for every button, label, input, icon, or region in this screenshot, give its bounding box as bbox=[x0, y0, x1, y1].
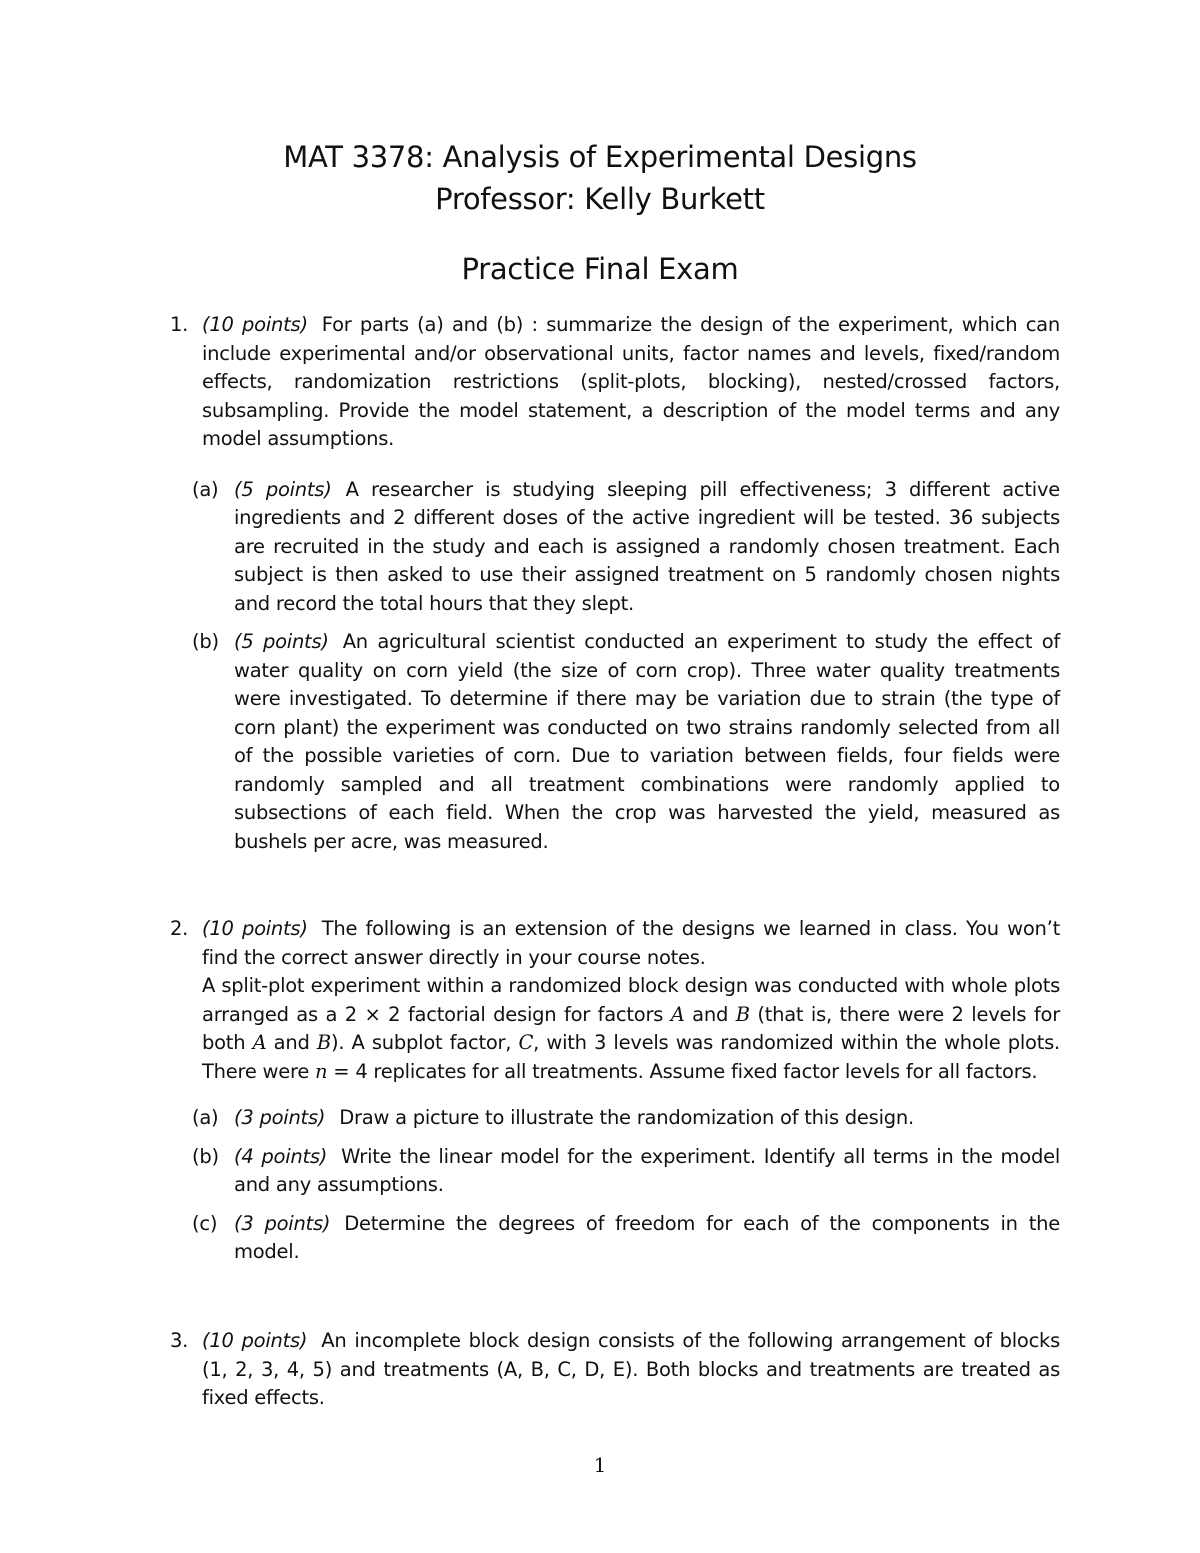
question-part bbox=[192, 628, 1060, 856]
question-number: 3. bbox=[170, 1329, 189, 1352]
question-prompt: An incomplete block design consists of the following arrangement of blocks (1, 2, 3, 4, 5) and treatments (A, B, C, D, E). Both blocks and treatments are treated as fixed effects. bbox=[202, 1329, 1060, 1409]
factor-b: B bbox=[735, 1002, 750, 1026]
question-1 bbox=[170, 311, 1060, 856]
points-label: (10 points) bbox=[202, 1329, 308, 1352]
points-label: (4 points) bbox=[234, 1144, 328, 1168]
design-description: A split-plot experiment within a randomized block design was conducted with whole plots arranged as a 2 × 2 factorial design for factors A and B (that is, there were 2 levels for both A and B). A subplot factor, C, with 3 levels was randomized within the whole plots. There were n = 4 replicates for all treatments. Assume fixed factor levels for all factors. bbox=[202, 974, 1060, 1083]
title-block bbox=[0, 136, 1200, 220]
question-number: 1. bbox=[170, 313, 189, 336]
exam-title: Practice Final Exam bbox=[461, 252, 739, 286]
points-label: (3 points) bbox=[234, 1211, 331, 1235]
points-label: (3 points) bbox=[234, 1106, 326, 1129]
factor-a: A bbox=[670, 1002, 685, 1026]
page-number: 1 bbox=[593, 1453, 607, 1477]
part-text: Write the linear model for the experiment. Identify all terms in the model and any assumptions. bbox=[234, 1144, 1060, 1196]
factor-b: B bbox=[316, 1031, 331, 1054]
part-label: (b) bbox=[192, 630, 219, 653]
replicates-symbol: n bbox=[315, 1059, 328, 1083]
course-title: MAT 3378: Analysis of Experimental Designs bbox=[283, 140, 917, 174]
question-prompt: For parts (a) and (b) : summarize the design of the experiment, which can include experimental and/or observational units, factor names and levels, fixed/random effects, randomization restrictions (split-plots, blocking), nested/crossed factors, subsampling. Provide the model statement, a description of the model terms and any model assumptions. bbox=[202, 313, 1060, 450]
part-text: An agricultural scientist conducted an experiment to study the effect of water quality on corn yield (the size of corn crop). Three water quality treatments were investigated. To determine if there may be variation due to strain (the type of corn plant) the experiment was conducted on two strains randomly selected from all of the possible varieties of corn. Due to variation between fields, four fields were randomly sampled and all treatment combinations were randomly applied to subsections of each field. When the crop was harvested the yield, measured as bushels per acre, was measured. bbox=[234, 630, 1060, 853]
question-part bbox=[192, 476, 1060, 619]
part-label: (a) bbox=[192, 477, 219, 501]
question-text bbox=[202, 1327, 1060, 1413]
question-part bbox=[192, 1210, 1060, 1267]
part-label: (a) bbox=[192, 1106, 219, 1129]
part-text: Determine the degrees of freedom for each of the components in the model. bbox=[234, 1211, 1060, 1263]
question-part bbox=[192, 1104, 1060, 1133]
part-label: (b) bbox=[192, 1144, 219, 1168]
question-2 bbox=[170, 915, 1060, 1267]
question-part bbox=[192, 1143, 1060, 1200]
points-label: (10 points) bbox=[202, 917, 308, 940]
factor-c: C bbox=[518, 1031, 534, 1054]
part-text: Draw a picture to illustrate the randomization of this design. bbox=[339, 1106, 914, 1129]
points-label: (5 points) bbox=[234, 630, 329, 653]
question-number: 2. bbox=[170, 917, 189, 940]
question-prompt: The following is an extension of the designs we learned in class. You won’t find the correct answer directly in your course notes. bbox=[202, 917, 1060, 969]
question-text bbox=[202, 311, 1060, 454]
part-text: A researcher is studying sleeping pill effectiveness; 3 different active ingredients and 2 different doses of the active ingredient will be tested. 36 subjects are recruited in the study and each is assigned a randomly chosen treatment. Each subject is then asked to use their assigned treatment on 5 randomly chosen nights and record the total hours that they slept. bbox=[234, 477, 1060, 615]
professor-line: Professor: Kelly Burkett bbox=[435, 182, 765, 216]
points-label: (10 points) bbox=[202, 313, 308, 336]
question-3 bbox=[170, 1327, 1060, 1413]
part-label: (c) bbox=[192, 1211, 218, 1235]
question-text bbox=[202, 915, 1060, 972]
points-label: (5 points) bbox=[234, 477, 332, 501]
factor-a: A bbox=[252, 1031, 267, 1054]
